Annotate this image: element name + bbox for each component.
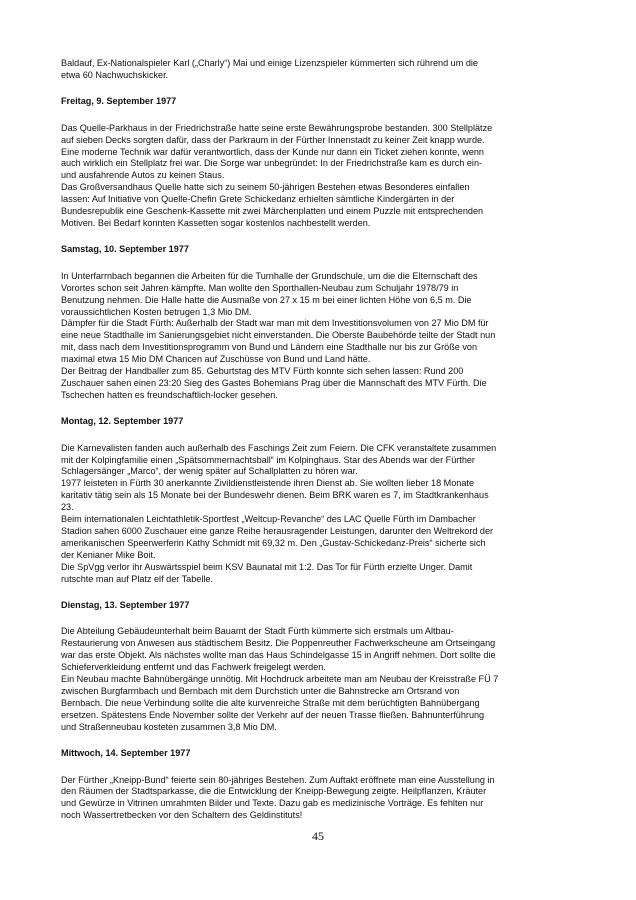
- entry-paragraph: [61, 626, 576, 733]
- text-line: Vorortes schon seit Jahren kämpfte. Man wollte den Sporthallen-Neubau zum Schuljahr 1978/79 in: [61, 282, 459, 293]
- intro-paragraph: [61, 58, 576, 82]
- diary-entries: [61, 96, 576, 822]
- diary-entry: [61, 416, 576, 586]
- text-line: auch wirklich ein Stellplatz frei war. Die Sorge war unbegründet: In der Friedrichstraße kam es durch ein-: [61, 158, 483, 169]
- text-line: Das Quelle-Parkhaus in der Friedrichstraße hatte seine erste Bewährungsprobe bestanden. 300 Stellplätze: [61, 122, 493, 133]
- entry-date-heading: Dienstag, 13. September 1977: [61, 599, 190, 610]
- text-line: Schieferverkleidung entfernt und das Fachwerk freigelegt werden.: [61, 662, 326, 673]
- text-line: Restaurierung von Anwesen aus städtischem Besitz. Die Poppenreuther Fachwerkscheune am Ortseingang: [61, 638, 496, 649]
- text-line: Benutzung nehmen. Die Halle hatte die Ausmaße von 27 x 15 m bei einer lichten Höhe von 6,5 m. Die: [61, 294, 472, 305]
- text-line: ersetzen. Spätestens Ende November sollte der Verkehr auf der neuen Trasse fließen. Bahnunterführung: [61, 709, 485, 720]
- text-line: Eine moderne Technik war dafür verantwortlich, dass der Kunde nur dann ein Ticket ziehen konnte, wenn: [61, 146, 484, 157]
- entry-paragraph: [61, 443, 576, 586]
- text-line: Stadion sahen 6000 Zuschauer eine ganze Reihe herausragender Leistungen, darunter den Weltrekord der: [61, 526, 494, 536]
- diary-entry: [61, 96, 576, 230]
- text-line: noch Wassertretbecken vor den Schaltern des Geldinstituts!: [61, 810, 303, 821]
- text-line: und Gewürze in Vitrinen umrahmten Bilder und Texte. Dazu gab es medizinische Vorträge. Es fehlten nur: [61, 798, 484, 809]
- text-line: den Räumen der Stadtsparkasse, die die Entwicklung der Kneipp-Bewegung zeigte. Heilpflanzen, Kräuter: [61, 786, 487, 797]
- text-line: karitativ tätig sein als 15 Monate bei der Bundeswehr dienen. Beim BRK waren es 7, im Stadtkrankenhaus: [61, 490, 489, 501]
- entry-date-heading: Freitag, 9. September 1977: [61, 95, 177, 106]
- text-line: voraussichtlichen Kosten betrugen 1,3 Mio DM.: [61, 306, 252, 317]
- text-line: Der Beitrag der Handballer zum 85. Geburtstag des MTV Fürth konnte sich sehen lassen: Rund 200: [61, 366, 464, 377]
- text-line: rutschte man auf Platz elf der Tabelle.: [61, 573, 213, 584]
- text-line: und Straßenneubau kosteten zusammen 3,8 Mio DM.: [61, 721, 277, 732]
- diary-entry: [61, 600, 576, 734]
- text-line: Beim internationalen Leichtathletik-Sportfest „Weltcup-Revanche“ des LAC Quelle Fürth im Dambacher: [61, 514, 476, 525]
- text-line: war das erste Objekt. Als nächstes wollte man das Haus Schindelgasse 15 in Angriff nehmen. Dort sollte die: [61, 650, 496, 661]
- text-line: Tschechen hatten es freundschaftlich-locker gesehen.: [61, 389, 278, 400]
- text-line: lassen: Auf Initiative von Quelle-Chefin Grete Schickedanz erhielten sämtliche Kindergärten in der: [61, 194, 455, 205]
- text-line: mit der Kolpingfamilie einen „Spätsommernachtsball“ im Kolpinghaus. Star des Abends war der Fürther: [61, 454, 475, 465]
- text-line: mit, dass nach dem Investitionsprogramm von Bund und Ländern eine Stadthalle nur bis zur Größe von: [61, 342, 478, 353]
- diary-entry: [61, 244, 576, 402]
- text-line: Bundesrepublik eine Geschenk-Kassette mit zwei Märchenplatten und einem Puzzle mit entsprechenden: [61, 206, 484, 217]
- text-line: Dämpfer für die Stadt Fürth: Außerhalb der Stadt war man mit dem Investitionsvolumen von 27 Mio DM für: [61, 318, 489, 329]
- text-line: Das Großversandhaus Quelle hatte sich zu seinem 50-jährigen Bestehen etwas Besonderes einfallen: [61, 182, 470, 193]
- text-line: Die Karnevalisten fanden auch außerhalb des Faschings Zeit zum Feiern. Die CFK veranstaltete zusammen: [61, 442, 497, 453]
- text-line: Der Fürther „Kneipp-Bund“ feierte sein 80-jähriges Bestehen. Zum Auftakt eröffnete man eine Ausstellung in: [61, 774, 495, 785]
- text-line: Die SpVgg verlor ihr Auswärtsspiel beim KSV Baunatal mit 1:2. Das Tor für Fürth erzielte Unger. Damit: [61, 561, 473, 572]
- entry-date-heading: Mittwoch, 14. September 1977: [61, 747, 191, 758]
- text-line: Zuschauer sahen einen 23:20 Sieg des Gastes Bohemians Prag über die Mannschaft des MTV Fürth. Die: [61, 377, 487, 388]
- entry-paragraph: [61, 271, 576, 402]
- text-line: 1977 leisteten in Fürth 30 anerkannte Zivildienstleistende ihren Dienst ab. Sie wollten lieber 18 Monate: [61, 478, 475, 489]
- text-line: In Unterfarrnbach begannen die Arbeiten für die Turnhalle der Grundschule, um die die Elternschaft des: [61, 270, 478, 281]
- text-line: auf sieben Decks sorgten dafür, dass der Parkraum in der Fürther Innenstadt zu keiner Zeit knapp wurde.: [61, 134, 485, 145]
- text-line: Ein Neubau machte Bahnübergänge unnötig. Mit Hochdruck arbeitete man am Neubau der Kreisstraße FÜ 7: [61, 674, 499, 685]
- diary-entry: [61, 748, 576, 823]
- text-line: maximal etwa 15 Mio DM Chancen auf Zuschüsse von Bund und Land hätte.: [61, 354, 371, 365]
- entry-date-heading: Montag, 12. September 1977: [61, 415, 184, 426]
- text-line: zwischen Burgfarrnbach und Bernbach mit dem Durchstich unter die Bahnstrecke am Ortsrand von: [61, 685, 460, 696]
- text-line: und ausfahrende Autos zu keinen Staus.: [61, 170, 225, 181]
- entry-date-heading: Samstag, 10. September 1977: [61, 243, 189, 254]
- text-line: etwa 60 Nachwuchskicker.: [61, 69, 169, 80]
- text-line: amerikanischen Speerwerferin Kathy Schmidt mit 69,32 m. Den „Gustav-Schickedanz-Preis“ sicherte sich: [61, 537, 486, 548]
- page-number: 45: [312, 829, 324, 843]
- text-line: Schlagersänger „Marco“, der wenig später auf Schallplatten zu hören war.: [61, 466, 358, 477]
- text-line: der Kenianer Mike Boit.: [61, 549, 156, 560]
- text-line: Bernbach. Die neue Verbindung sollte die alte kurvenreiche Straße mit dem berüchtigten Bahnübergang: [61, 697, 480, 708]
- text-line: Motiven. Bei Bedarf konnten Kassetten sogar kostenlos nachbestellt werden.: [61, 217, 371, 228]
- entry-paragraph: [61, 123, 576, 230]
- text-line: eine neue Stadthalle im Sanierungsgebiet nicht einverstanden. Die Oberste Baubehörde teilte der Stadt nun: [61, 330, 496, 341]
- entry-paragraph: [61, 775, 576, 823]
- text-line: 23.: [61, 502, 74, 513]
- document-page: [61, 58, 576, 836]
- text-line: Die Abteilung Gebäudeunterhalt beim Bauamt der Stadt Fürth kümmerte sich erstmals um Altbau-: [61, 626, 454, 637]
- text-line: Baldauf, Ex-Nationalspieler Karl („Charly“) Mai und einige Lizenzspieler kümmerten sich rührend um die: [61, 58, 478, 68]
